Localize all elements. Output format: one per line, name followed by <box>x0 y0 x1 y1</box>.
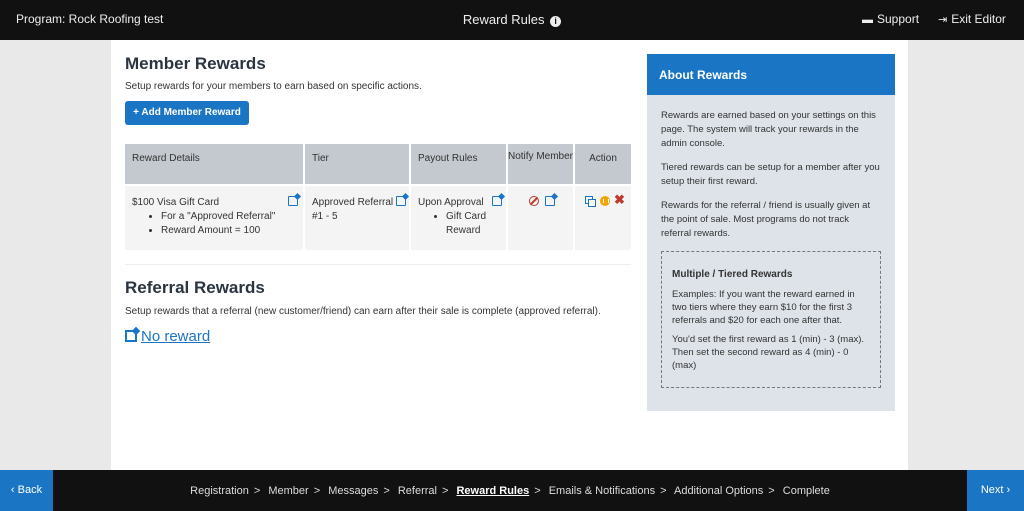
about-paragraph: Rewards for the referral / friend is usually given at the point of sale. Most programs do not track referral rewards. <box>661 200 871 239</box>
tiered-rewards-example: Examples: If you want the reward earned in two tiers where they earn $10 for the first 3 referrals and $20 for each one after that. <box>672 289 855 326</box>
list-item: • Reward Amount = 100 <box>161 224 275 238</box>
exit-editor-link[interactable] <box>938 12 1006 26</box>
support-icon: ▬ <box>862 14 873 26</box>
edit-tier-icon[interactable] <box>396 196 406 206</box>
step-registration[interactable]: Registration <box>190 485 249 497</box>
notify-cell <box>508 186 575 250</box>
edit-payout-icon[interactable] <box>492 196 502 206</box>
col-notify-member: Notify Member <box>508 144 575 184</box>
main-content <box>111 40 908 470</box>
top-bar <box>0 0 1024 40</box>
delete-icon[interactable]: ✖ <box>614 192 625 207</box>
col-payout-rules: Payout Rules <box>411 144 508 184</box>
step-separator: > <box>534 485 541 497</box>
support-label: Support <box>877 12 920 26</box>
member-rewards-subtitle: Setup rewards for your members to earn based on specific actions. <box>125 81 422 92</box>
tier-cell <box>305 186 411 250</box>
step-referral[interactable]: Referral <box>397 485 437 497</box>
referral-rewards-subtitle: Setup rewards that a referral (new customer/friend) can earn after their sale is complete (approved referral). <box>125 306 601 317</box>
action-cell <box>575 186 631 250</box>
payout-cell <box>411 186 508 250</box>
about-paragraph: Rewards are earned based on your settings on this page. The system will track your rewards in the admin console. <box>661 110 876 149</box>
member-rewards-table <box>125 144 631 250</box>
step-reward-rules[interactable]: Reward Rules <box>456 485 530 497</box>
bottom-bar <box>0 470 1024 511</box>
no-reward-label: No reward <box>141 328 211 345</box>
about-rewards-title: About Rewards <box>647 54 895 95</box>
add-member-reward-button[interactable]: + Add Member Reward <box>125 101 249 125</box>
edit-notify-icon[interactable] <box>545 196 555 206</box>
exit-label: Exit Editor <box>951 12 1006 26</box>
reward-bullets <box>132 210 275 238</box>
step-separator: > <box>660 485 667 497</box>
step-separator: > <box>253 485 261 497</box>
ban-icon[interactable] <box>529 196 539 206</box>
no-reward-link[interactable] <box>125 328 210 345</box>
table-header <box>125 144 631 184</box>
support-link[interactable] <box>862 12 919 26</box>
step-emails-notifications[interactable]: Emails & Notifications <box>548 485 656 497</box>
copy-icon[interactable] <box>585 196 593 204</box>
about-paragraph: Tiered rewards can be setup for a member after you setup their first reward. <box>661 162 880 187</box>
reward-details-cell <box>125 186 305 250</box>
step-separator: > <box>313 485 321 497</box>
member-rewards-title: Member Rewards <box>125 54 266 73</box>
list-item: • For a "Approved Referral" <box>161 210 275 224</box>
program-name: Program: Rock Roofing test <box>16 12 164 26</box>
step-separator: > <box>441 485 449 497</box>
section-divider <box>125 264 631 265</box>
col-action: Action <box>589 153 617 164</box>
wizard-steps <box>0 485 1020 497</box>
next-button[interactable]: Next › <box>967 470 1024 511</box>
pause-icon[interactable] <box>600 196 610 206</box>
back-button[interactable]: ‹ Back <box>0 470 53 511</box>
info-icon[interactable]: i <box>550 16 561 27</box>
payout-title: Upon Approval <box>418 197 484 208</box>
edit-reward-icon[interactable] <box>288 196 298 206</box>
step-separator: > <box>383 485 390 497</box>
table-row <box>125 186 631 250</box>
referral-rewards-title: Referral Rewards <box>125 278 265 297</box>
tier-text: Approved Referral #1 - 5 <box>312 197 394 222</box>
step-messages[interactable]: Messages <box>328 485 379 497</box>
col-tier: Tier <box>305 144 411 184</box>
col-reward-details: Reward Details <box>125 144 305 184</box>
page-title-text: Reward Rules <box>462 12 545 27</box>
tiered-rewards-example: You'd set the first reward as 1 (min) - 3 (max). Then set the second reward as 4 (min) - 0 (max) <box>672 334 865 371</box>
about-rewards-panel <box>647 54 895 411</box>
step-complete[interactable]: Complete <box>782 485 830 497</box>
reward-title: $100 Visa Gift Card <box>132 197 220 208</box>
edit-icon <box>125 330 137 342</box>
step-member[interactable]: Member <box>268 485 309 497</box>
exit-icon: ⇥ <box>938 14 948 26</box>
tiered-rewards-title: Multiple / Tiered Rewards <box>672 269 793 280</box>
payout-bullets <box>418 210 498 238</box>
step-additional-options[interactable]: Additional Options <box>673 485 764 497</box>
list-item: • Gift Card Reward <box>446 210 498 238</box>
tiered-rewards-box <box>661 251 881 388</box>
step-separator: > <box>768 485 775 497</box>
